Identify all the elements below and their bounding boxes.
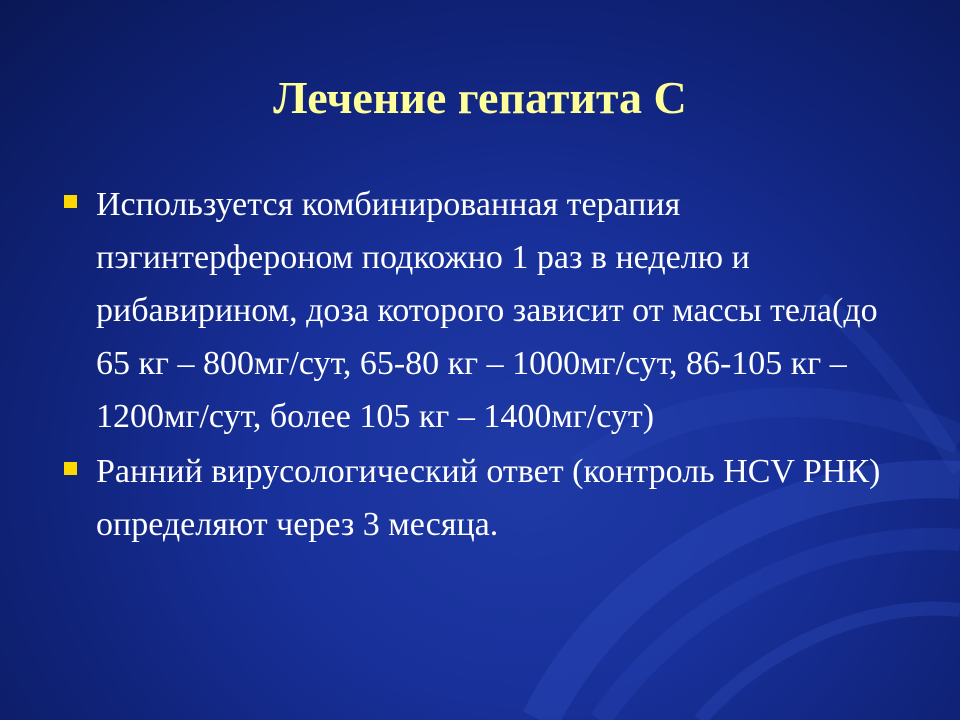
bullet-item-therapy [60, 178, 920, 443]
bullet-list [60, 178, 920, 553]
square-bullet-icon [64, 195, 77, 208]
bullet-item-response [60, 445, 920, 551]
square-bullet-icon [64, 462, 77, 475]
slide-title: Лечение гепатита С [273, 72, 687, 123]
bullet-text: Используется комбинированная терапия пэгинтерфероном подкожно 1 раз в неделю и рибавирином, доза которого зависит от массы тела(до 65 кг – 800мг/сут, 65-80 кг – 1000мг/сут, 86-105 кг – 1200мг/сут, более 105 кг – 1400мг/сут) [96, 186, 878, 435]
bullet-text: Ранний вирусологический ответ (контроль HCV РНК) определяют через 3 месяца. [96, 453, 881, 543]
